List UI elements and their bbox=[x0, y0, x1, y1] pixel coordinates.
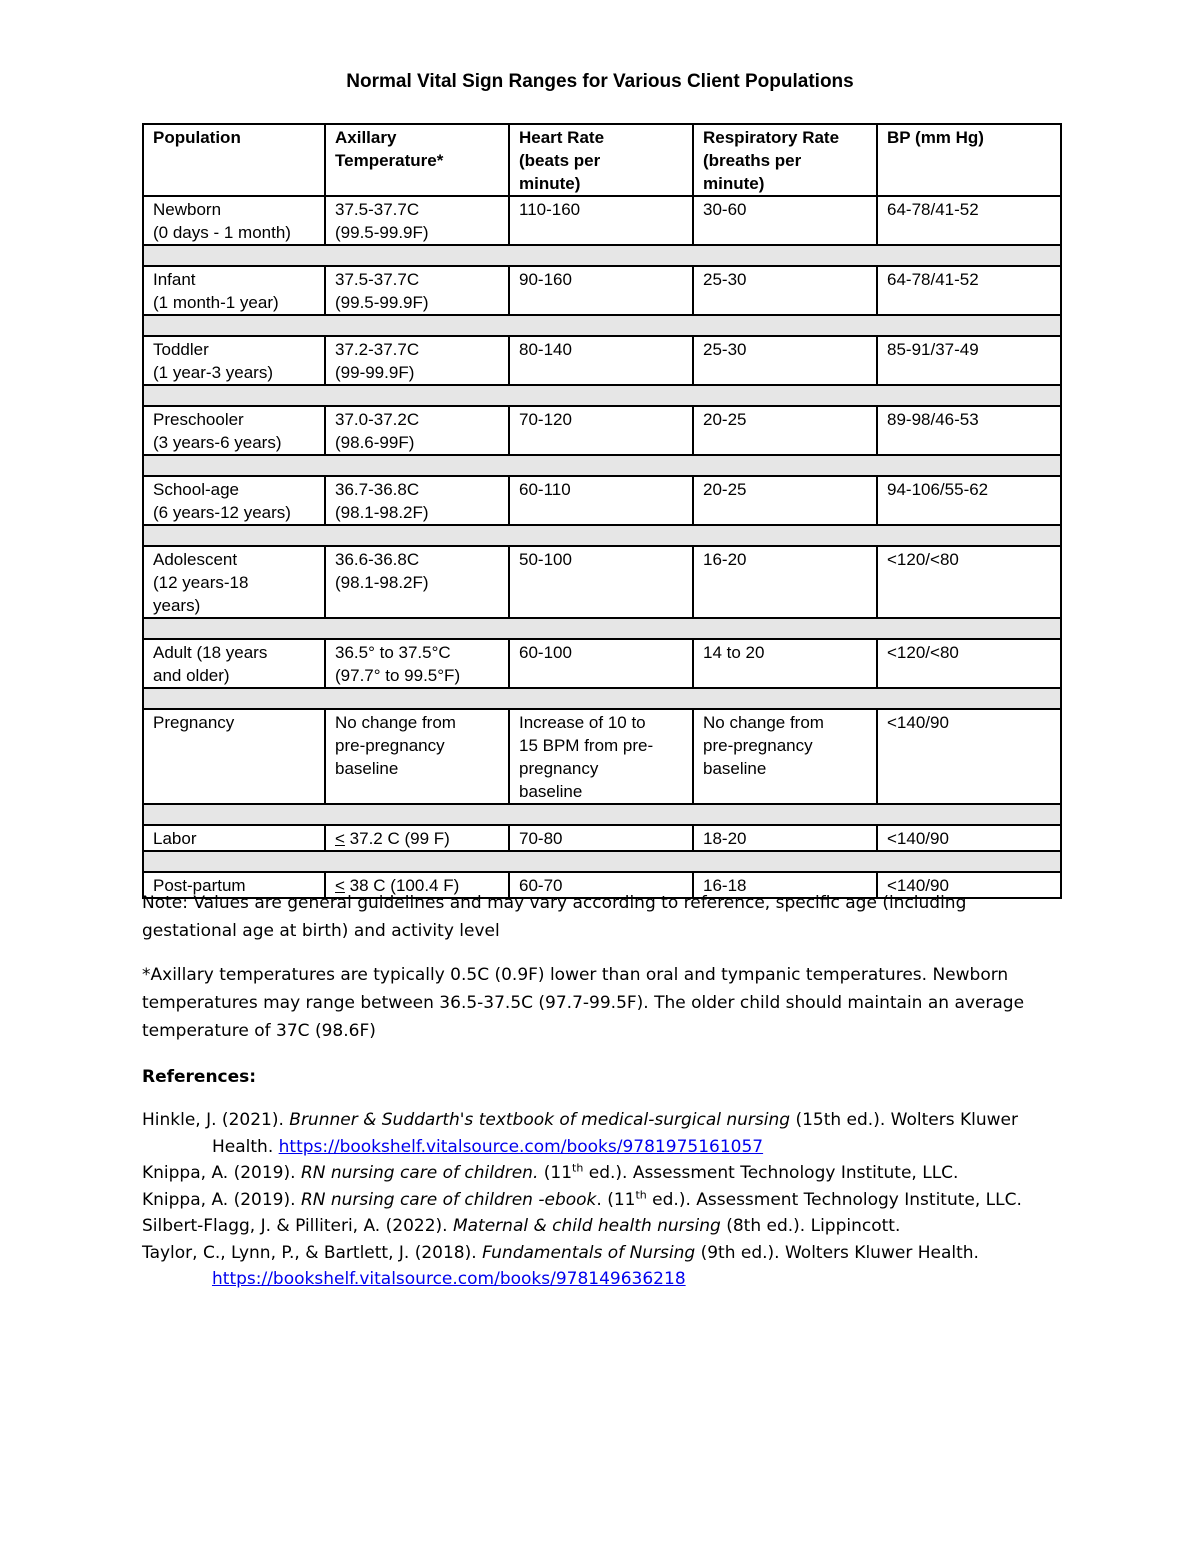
population-cell bbox=[143, 266, 325, 315]
table-spacer-row bbox=[143, 245, 1061, 266]
reference-entry bbox=[142, 1187, 1072, 1214]
cell-text-line: <140/90 bbox=[887, 713, 949, 732]
cell-text-line: Post-partum bbox=[153, 876, 246, 895]
references-heading: References: bbox=[142, 1067, 257, 1087]
table-row bbox=[143, 709, 1061, 804]
reference-authors: Hinkle, J. (2021). bbox=[142, 1110, 290, 1130]
reference-entry bbox=[142, 1213, 1072, 1240]
cell-text-line: 90-160 bbox=[519, 270, 572, 289]
cell-text-line: 15 BPM from pre- bbox=[519, 736, 654, 755]
temperature-cell bbox=[325, 406, 509, 455]
table-spacer-row bbox=[143, 804, 1061, 825]
reference-edition: . (11 bbox=[596, 1189, 636, 1210]
respiratory-rate-cell bbox=[693, 336, 877, 385]
table-spacer-row bbox=[143, 525, 1061, 546]
cell-text-line: 20-25 bbox=[703, 410, 747, 429]
table-header-row bbox=[143, 124, 1061, 196]
cell-text-line: 70-120 bbox=[519, 410, 572, 429]
reference-authors: Knippa, A. (2019). bbox=[142, 1163, 301, 1183]
reference-title: RN nursing care of children. bbox=[300, 1163, 539, 1183]
cell-text-line: 64-78/41-52 bbox=[887, 200, 979, 219]
cell-text-line: <120/<80 bbox=[887, 643, 959, 662]
cell-text-line: <140/90 bbox=[887, 876, 949, 895]
header-population: Population bbox=[143, 124, 325, 196]
blood-pressure-cell bbox=[877, 709, 1061, 804]
cell-text-line: <120/<80 bbox=[887, 550, 959, 569]
heart-rate-cell bbox=[509, 336, 693, 385]
cell-text-line: 25-30 bbox=[703, 270, 747, 289]
temperature-cell bbox=[325, 546, 509, 618]
cell-text-line: (97.7° to 99.5°F) bbox=[335, 666, 461, 685]
spacer-cell bbox=[143, 315, 1061, 336]
cell-text-line: 60-70 bbox=[519, 876, 563, 895]
reference-entry bbox=[142, 1240, 1072, 1293]
temperature-cell bbox=[325, 639, 509, 688]
temperature-cell bbox=[325, 709, 509, 804]
heart-rate-cell bbox=[509, 406, 693, 455]
cell-text-line: 110-160 bbox=[519, 200, 581, 219]
footnote-line: temperature of 37C (98.6F) bbox=[142, 1021, 376, 1041]
cell-text-line: 14 to 20 bbox=[703, 643, 765, 662]
heart-rate-cell bbox=[509, 825, 693, 851]
cell-text-line: 36.6-36.8C bbox=[335, 550, 420, 569]
respiratory-rate-cell bbox=[693, 266, 877, 315]
heart-rate-cell bbox=[509, 546, 693, 618]
note-line: Note: Values are general guidelines and may vary according to reference, specific age (including bbox=[142, 893, 967, 913]
respiratory-rate-cell bbox=[693, 639, 877, 688]
cell-text-line: No change from bbox=[335, 713, 456, 732]
blood-pressure-cell bbox=[877, 406, 1061, 455]
cell-text-line: Pregnancy bbox=[153, 713, 235, 732]
cell-text-line: 80-140 bbox=[519, 340, 572, 359]
header-axillary-temperature: Axillary Temperature* bbox=[325, 124, 509, 196]
reference-link[interactable]: https://bookshelf.vitalsource.com/books/978149636218 bbox=[212, 1269, 686, 1289]
reference-publisher: (15th ed.). Wolters Kluwer Health. bbox=[212, 1110, 1018, 1157]
heart-rate-cell bbox=[509, 476, 693, 525]
table-row bbox=[143, 639, 1061, 688]
table-row bbox=[143, 266, 1061, 315]
blood-pressure-cell bbox=[877, 546, 1061, 618]
blood-pressure-cell bbox=[877, 639, 1061, 688]
table-row bbox=[143, 476, 1061, 525]
reference-title: Fundamentals of Nursing bbox=[482, 1242, 696, 1263]
population-cell bbox=[143, 639, 325, 688]
table-row bbox=[143, 825, 1061, 851]
cell-text-line: pre-pregnancy bbox=[335, 736, 445, 755]
temperature-cell bbox=[325, 196, 509, 245]
heart-rate-cell bbox=[509, 639, 693, 688]
cell-text-line: baseline bbox=[519, 782, 583, 801]
header-respiratory-rate: Respiratory Rate (breaths per minute) bbox=[693, 124, 877, 196]
cell-text-line: 89-98/46-53 bbox=[887, 410, 979, 429]
blood-pressure-cell bbox=[877, 476, 1061, 525]
temperature-cell bbox=[325, 476, 509, 525]
cell-text-line: Increase of 10 to bbox=[519, 713, 646, 732]
table-spacer-row bbox=[143, 851, 1061, 872]
reference-publisher: (9th ed.). Wolters Kluwer Health. bbox=[695, 1242, 979, 1263]
cell-text-line: pregnancy bbox=[519, 759, 599, 778]
cell-text-line: Infant bbox=[153, 270, 196, 289]
cell-text-line: 36.7-36.8C bbox=[335, 480, 420, 499]
cell-text-line: 25-30 bbox=[703, 340, 747, 359]
population-cell bbox=[143, 406, 325, 455]
vital-signs-table bbox=[142, 123, 1062, 899]
table-spacer-row bbox=[143, 315, 1061, 336]
spacer-cell bbox=[143, 618, 1061, 639]
cell-text-line: Labor bbox=[153, 829, 197, 848]
population-cell bbox=[143, 476, 325, 525]
cell-text-line: 30-60 bbox=[703, 200, 747, 219]
table-row bbox=[143, 406, 1061, 455]
cell-text-line: <140/90 bbox=[887, 829, 949, 848]
cell-text-line: (98.1-98.2F) bbox=[335, 503, 429, 522]
table-spacer-row bbox=[143, 618, 1061, 639]
reference-publisher: ed.). Assessment Technology Institute, LLC. bbox=[583, 1163, 959, 1183]
cell-text-line: (98.1-98.2F) bbox=[335, 573, 429, 592]
cell-text-line: 18-20 bbox=[703, 829, 747, 848]
table-spacer-row bbox=[143, 385, 1061, 406]
cell-text-line: 16-18 bbox=[703, 876, 747, 895]
cell-text-line: 37.5-37.7C bbox=[335, 270, 420, 289]
blood-pressure-cell bbox=[877, 336, 1061, 385]
blood-pressure-cell bbox=[877, 196, 1061, 245]
respiratory-rate-cell bbox=[693, 825, 877, 851]
respiratory-rate-cell bbox=[693, 196, 877, 245]
table-row bbox=[143, 336, 1061, 385]
reference-edition: (11 bbox=[538, 1163, 573, 1183]
heart-rate-cell bbox=[509, 709, 693, 804]
cell-text-line: < 37.2 C (99 F) bbox=[335, 829, 450, 848]
population-cell bbox=[143, 196, 325, 245]
cell-text-line: 16-20 bbox=[703, 550, 747, 569]
references-list bbox=[142, 1107, 1072, 1293]
cell-text-line: 37.2-37.7C bbox=[335, 340, 420, 359]
reference-superscript: th bbox=[635, 1187, 647, 1201]
cell-text-line: 94-106/55-62 bbox=[887, 480, 989, 499]
population-cell bbox=[143, 709, 325, 804]
cell-text-line: 36.5° to 37.5°C bbox=[335, 643, 451, 662]
cell-text-line: 70-80 bbox=[519, 829, 563, 848]
cell-text-line: Preschooler bbox=[153, 410, 244, 429]
spacer-cell bbox=[143, 245, 1061, 266]
cell-text-line: 50-100 bbox=[519, 550, 572, 569]
reference-superscript: th bbox=[572, 1161, 584, 1175]
cell-text-line: (98.6-99F) bbox=[335, 433, 415, 452]
heart-rate-cell bbox=[509, 196, 693, 245]
cell-text-line: and older) bbox=[153, 666, 230, 685]
footnote-line: *Axillary temperatures are typically 0.5C (0.9F) lower than oral and tympanic temperatures. Newborn bbox=[142, 965, 1009, 985]
table-row bbox=[143, 546, 1061, 618]
table-spacer-row bbox=[143, 455, 1061, 476]
cell-text-line: 60-110 bbox=[519, 480, 571, 499]
cell-text-line: Toddler bbox=[153, 340, 209, 359]
cell-text-line: (1 year-3 years) bbox=[153, 363, 273, 382]
reference-title: Maternal & child health nursing bbox=[452, 1216, 721, 1236]
temperature-cell bbox=[325, 336, 509, 385]
reference-title: Brunner & Suddarth's textbook of medical-surgical nursing bbox=[289, 1110, 791, 1130]
table-row bbox=[143, 196, 1061, 245]
cell-text-line: 37.0-37.2C bbox=[335, 410, 420, 429]
temperature-cell bbox=[325, 825, 509, 851]
cell-text-line: Adult (18 years bbox=[153, 643, 268, 662]
cell-text-line: (99.5-99.9F) bbox=[335, 223, 429, 242]
spacer-cell bbox=[143, 385, 1061, 406]
reference-authors: Knippa, A. (2019). bbox=[142, 1189, 301, 1210]
reference-authors: Silbert-Flagg, J. & Pilliteri, A. (2022). bbox=[142, 1216, 453, 1236]
spacer-cell bbox=[143, 525, 1061, 546]
cell-text-line: baseline bbox=[703, 759, 767, 778]
spacer-cell bbox=[143, 688, 1061, 709]
cell-text-line: 60-100 bbox=[519, 643, 572, 662]
cell-text-line: < 38 C (100.4 F) bbox=[335, 876, 460, 895]
cell-text-line: Adolescent bbox=[153, 550, 238, 569]
population-cell bbox=[143, 336, 325, 385]
cell-text-line: pre-pregnancy bbox=[703, 736, 813, 755]
document-title: Normal Vital Sign Ranges for Various Client Populations bbox=[346, 71, 854, 92]
cell-text-line: years) bbox=[153, 596, 201, 615]
reference-publisher: (8th ed.). Lippincott. bbox=[720, 1216, 901, 1236]
table-spacer-row bbox=[143, 688, 1061, 709]
respiratory-rate-cell bbox=[693, 546, 877, 618]
cell-text-line: 64-78/41-52 bbox=[887, 270, 979, 289]
cell-text-line: (99-99.9F) bbox=[335, 363, 415, 382]
cell-text-line: baseline bbox=[335, 759, 399, 778]
respiratory-rate-cell bbox=[693, 709, 877, 804]
reference-title: RN nursing care of children -ebook bbox=[300, 1189, 597, 1210]
note-paragraph bbox=[142, 889, 1072, 945]
cell-text-line: (3 years-6 years) bbox=[153, 433, 282, 452]
cell-text-line: 20-25 bbox=[703, 480, 747, 499]
spacer-cell bbox=[143, 455, 1061, 476]
reference-authors: Taylor, C., Lynn, P., & Bartlett, J. (2018). bbox=[142, 1242, 483, 1263]
spacer-cell bbox=[143, 804, 1061, 825]
blood-pressure-cell bbox=[877, 825, 1061, 851]
header-heart-rate: Heart Rate (beats per minute) bbox=[509, 124, 693, 196]
spacer-cell bbox=[143, 851, 1061, 872]
table-body bbox=[143, 196, 1061, 898]
reference-entry bbox=[142, 1107, 1072, 1160]
respiratory-rate-cell bbox=[693, 406, 877, 455]
reference-publisher: ed.). Assessment Technology Institute, LLC. bbox=[646, 1189, 1022, 1210]
note-line: gestational age at birth) and activity level bbox=[142, 921, 500, 941]
cell-text-line: (6 years-12 years) bbox=[153, 503, 291, 522]
temperature-cell bbox=[325, 266, 509, 315]
respiratory-rate-cell bbox=[693, 476, 877, 525]
cell-text-line: No change from bbox=[703, 713, 824, 732]
population-cell bbox=[143, 825, 325, 851]
cell-text-line: 85-91/37-49 bbox=[887, 340, 979, 359]
cell-text-line: (99.5-99.9F) bbox=[335, 293, 429, 312]
header-blood-pressure: BP (mm Hg) bbox=[877, 124, 1061, 196]
reference-entry bbox=[142, 1160, 1072, 1187]
population-cell bbox=[143, 546, 325, 618]
cell-text-line: (12 years-18 bbox=[153, 573, 249, 592]
footnote-line: temperatures may range between 36.5-37.5C (97.7-99.5F). The older child should maintain an average bbox=[142, 993, 1025, 1013]
cell-text-line: Newborn bbox=[153, 200, 222, 219]
temperature-footnote bbox=[142, 961, 1072, 1045]
cell-text-line: School-age bbox=[153, 480, 240, 499]
cell-text-line: (0 days - 1 month) bbox=[153, 223, 291, 242]
reference-link[interactable]: https://bookshelf.vitalsource.com/books/9781975161057 bbox=[278, 1136, 764, 1157]
cell-text-line: 37.5-37.7C bbox=[335, 200, 420, 219]
blood-pressure-cell bbox=[877, 266, 1061, 315]
cell-text-line: (1 month-1 year) bbox=[153, 293, 279, 312]
heart-rate-cell bbox=[509, 266, 693, 315]
